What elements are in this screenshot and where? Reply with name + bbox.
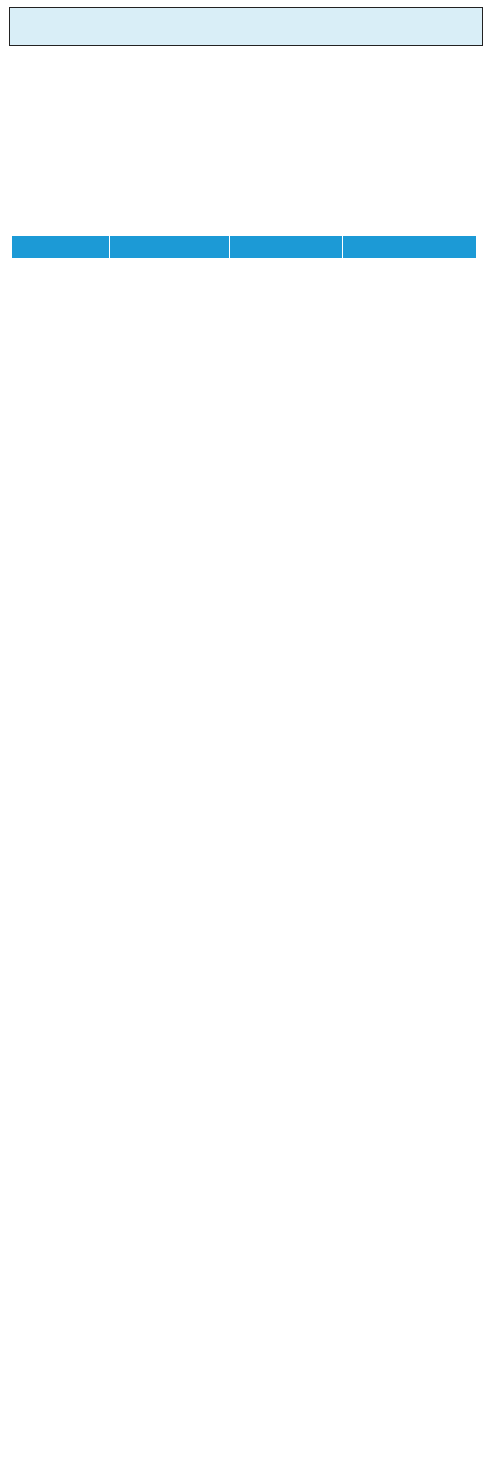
c-line-1	[40, 874, 49, 896]
b-example	[67, 800, 83, 816]
b-example	[67, 825, 83, 841]
a-example	[310, 700, 326, 716]
table-header-row	[12, 236, 476, 258]
subsection-heading	[10, 131, 22, 151]
cardinal-table	[12, 236, 476, 258]
b-example	[67, 850, 83, 866]
table-header-3	[229, 236, 342, 258]
a-example	[67, 675, 83, 691]
a-example	[67, 700, 83, 716]
b-example	[67, 775, 83, 791]
a-example	[310, 675, 326, 691]
table-header-4	[342, 236, 476, 258]
a-line-1	[40, 624, 49, 646]
table-header-1	[12, 236, 109, 258]
b-line-1	[40, 724, 49, 746]
table-header-2	[109, 236, 229, 258]
section-title	[9, 7, 483, 46]
